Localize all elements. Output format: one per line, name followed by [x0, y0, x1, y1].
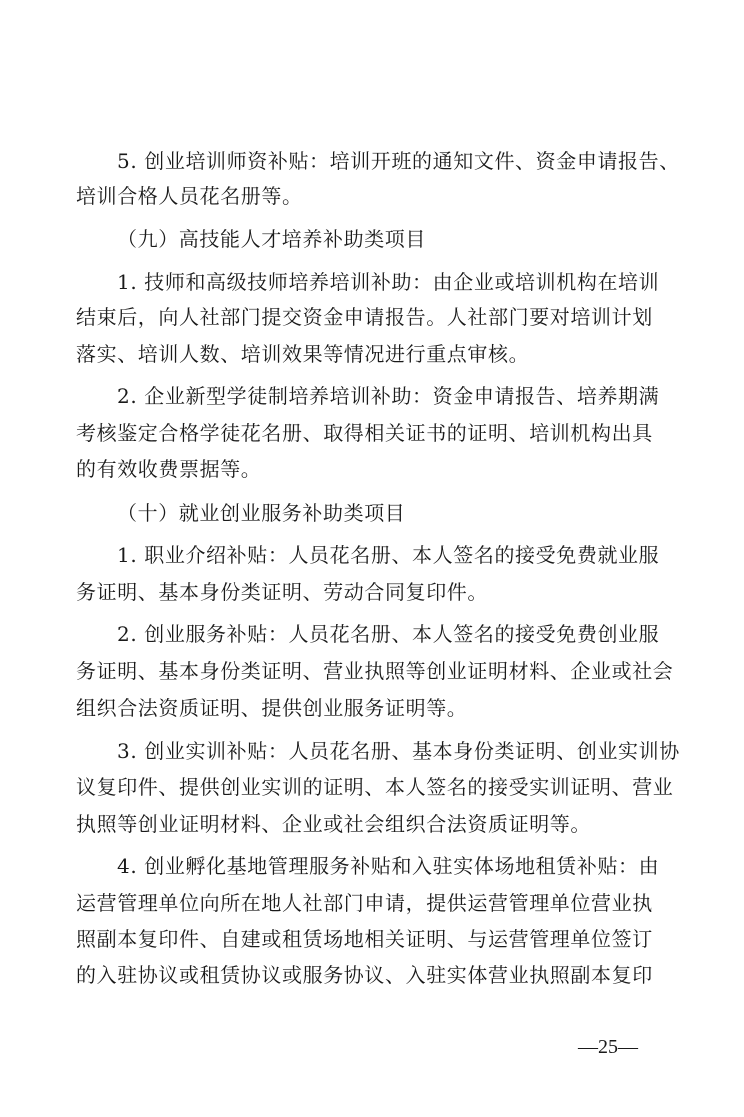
text-line: 落实、培训人数、培训效果等情况进行重点审核。: [76, 342, 530, 366]
text-line: 2. 创业服务补贴：人员花名册、本人签名的接受免费创业服: [117, 622, 660, 646]
text-line: 3. 创业实训补贴：人员花名册、基本身份类证明、创业实训协: [117, 739, 680, 763]
text-line: 结束后，向人社部门提交资金申请报告。人社部门要对培训计划: [76, 305, 653, 329]
text-line: 运营管理单位向所在地人社部门申请，提供运营管理单位营业执: [76, 891, 653, 915]
text-line: 考核鉴定合格学徒花名册、取得相关证书的证明、培训机构出具: [76, 421, 653, 445]
text-line: 的入驻协议或租赁协议或服务协议、入驻实体营业执照副本复印: [76, 963, 653, 987]
text-line: 1. 职业介绍补贴：人员花名册、本人签名的接受免费就业服: [117, 543, 660, 567]
text-line: 培训合格人员花名册等。: [76, 184, 303, 208]
section-heading: （九）高技能人才培养补助类项目: [117, 227, 426, 251]
section-heading: （十）就业创业服务补助类项目: [117, 501, 406, 525]
text-line: 执照等创业证明材料、企业或社会组织合法资质证明等。: [76, 812, 591, 836]
page-number: —25—: [578, 1036, 638, 1058]
text-line: 1. 技师和高级技师培养培训补助：由企业或培训机构在培训: [117, 270, 660, 294]
text-line: 议复印件、提供创业实训的证明、本人签名的接受实训证明、营业: [76, 775, 674, 799]
text-line: 的有效收费票据等。: [76, 457, 262, 481]
text-line: 务证明、基本身份类证明、劳动合同复印件。: [76, 580, 488, 604]
text-line: 务证明、基本身份类证明、营业执照等创业证明材料、企业或社会: [76, 659, 674, 683]
text-line: 2. 企业新型学徒制培养培训补助：资金申请报告、培养期满: [117, 384, 660, 408]
text-line: 4. 创业孵化基地管理服务补贴和入驻实体场地租赁补贴：由: [117, 854, 660, 878]
text-line: 照副本复印件、自建或租赁场地相关证明、与运营管理单位签订: [76, 927, 653, 951]
text-line: 组织合法资质证明、提供创业服务证明等。: [76, 696, 468, 720]
text-line: 5. 创业培训师资补贴：培训开班的通知文件、资金申请报告、: [117, 149, 680, 173]
